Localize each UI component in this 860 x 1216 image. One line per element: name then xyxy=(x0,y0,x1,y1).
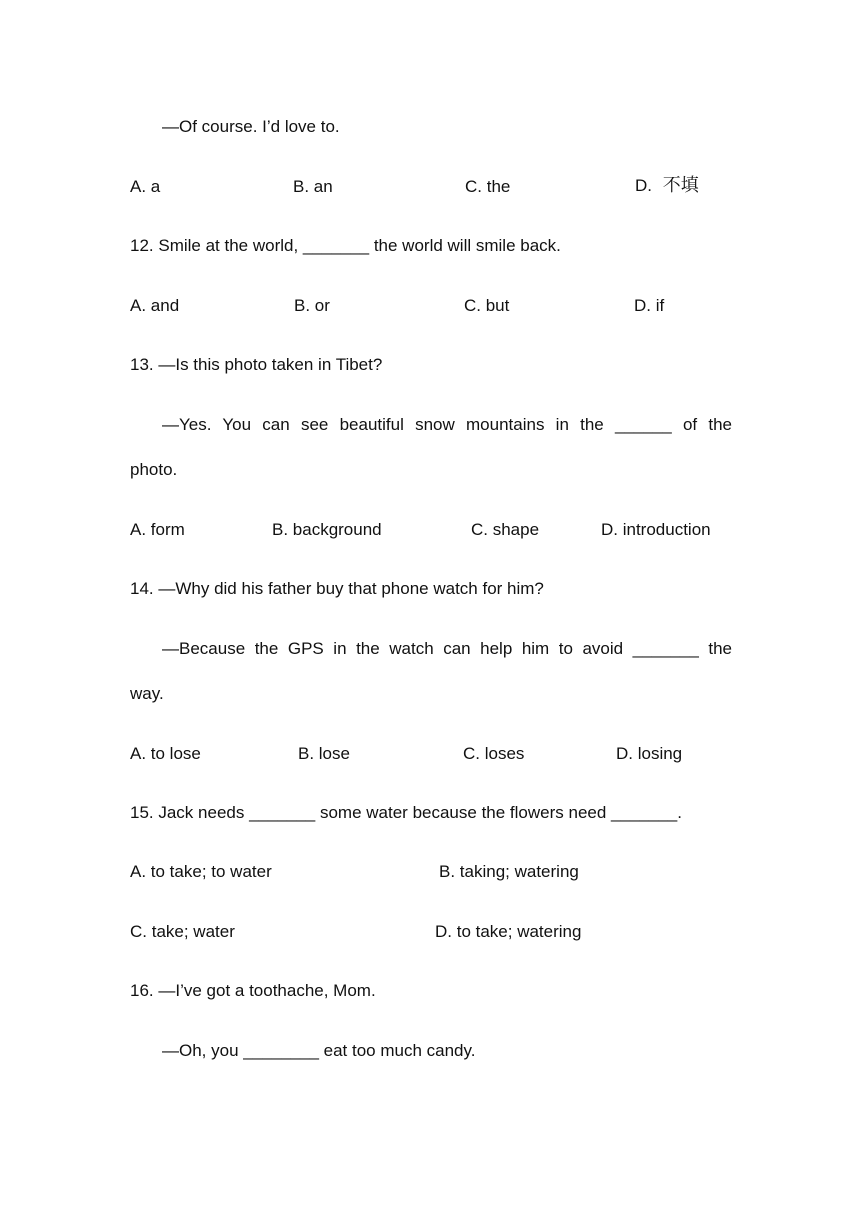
option-d: D. if xyxy=(634,296,665,315)
option-d: D. introduction xyxy=(601,520,711,539)
question-stem: 15. Jack needs _______ some water because the flowers need _______. xyxy=(130,803,682,822)
option-b: B. or xyxy=(294,296,330,315)
option-b: B. background xyxy=(272,520,382,539)
option-d: D. losing xyxy=(616,744,683,763)
question-stem: 12. Smile at the world, _______ the world will smile back. xyxy=(130,236,561,255)
option-c: C. shape xyxy=(471,520,540,539)
dialogue-line: —Yes. You can see beautiful snow mountains in the ______ of the xyxy=(162,415,732,434)
option-d-letter: D. xyxy=(635,176,652,195)
option-c: C. loses xyxy=(463,744,525,763)
option-b: B. taking; watering xyxy=(439,862,579,881)
question-stem: 14. —Why did his father buy that phone watch for him? xyxy=(130,579,544,598)
option-d-text: 不填 xyxy=(662,175,699,196)
option-a: A. form xyxy=(130,520,185,539)
dialogue-line: —Because the GPS in the watch can help him to avoid _______ the xyxy=(162,639,732,658)
dialogue-line-continued: way. xyxy=(130,684,164,703)
dialogue-line-continued: photo. xyxy=(130,460,178,479)
option-d xyxy=(635,175,699,197)
option-b: B. lose xyxy=(298,744,350,763)
option-c: C. take; water xyxy=(130,922,235,941)
question-stem: 13. —Is this photo taken in Tibet? xyxy=(130,355,383,374)
option-c: C. the xyxy=(465,177,511,196)
option-d: D. to take; watering xyxy=(435,922,582,941)
dialogue-line: —Oh, you ________ eat too much candy. xyxy=(162,1041,476,1060)
option-c: C. but xyxy=(464,296,510,315)
option-a: A. to take; to water xyxy=(130,862,272,881)
option-b: B. an xyxy=(293,177,333,196)
option-a: A. a xyxy=(130,177,161,196)
dialogue-line: —Of course. I’d love to. xyxy=(162,117,340,136)
option-a: A. and xyxy=(130,296,180,315)
question-stem: 16. —I’ve got a toothache, Mom. xyxy=(130,981,376,1000)
option-a: A. to lose xyxy=(130,744,201,763)
